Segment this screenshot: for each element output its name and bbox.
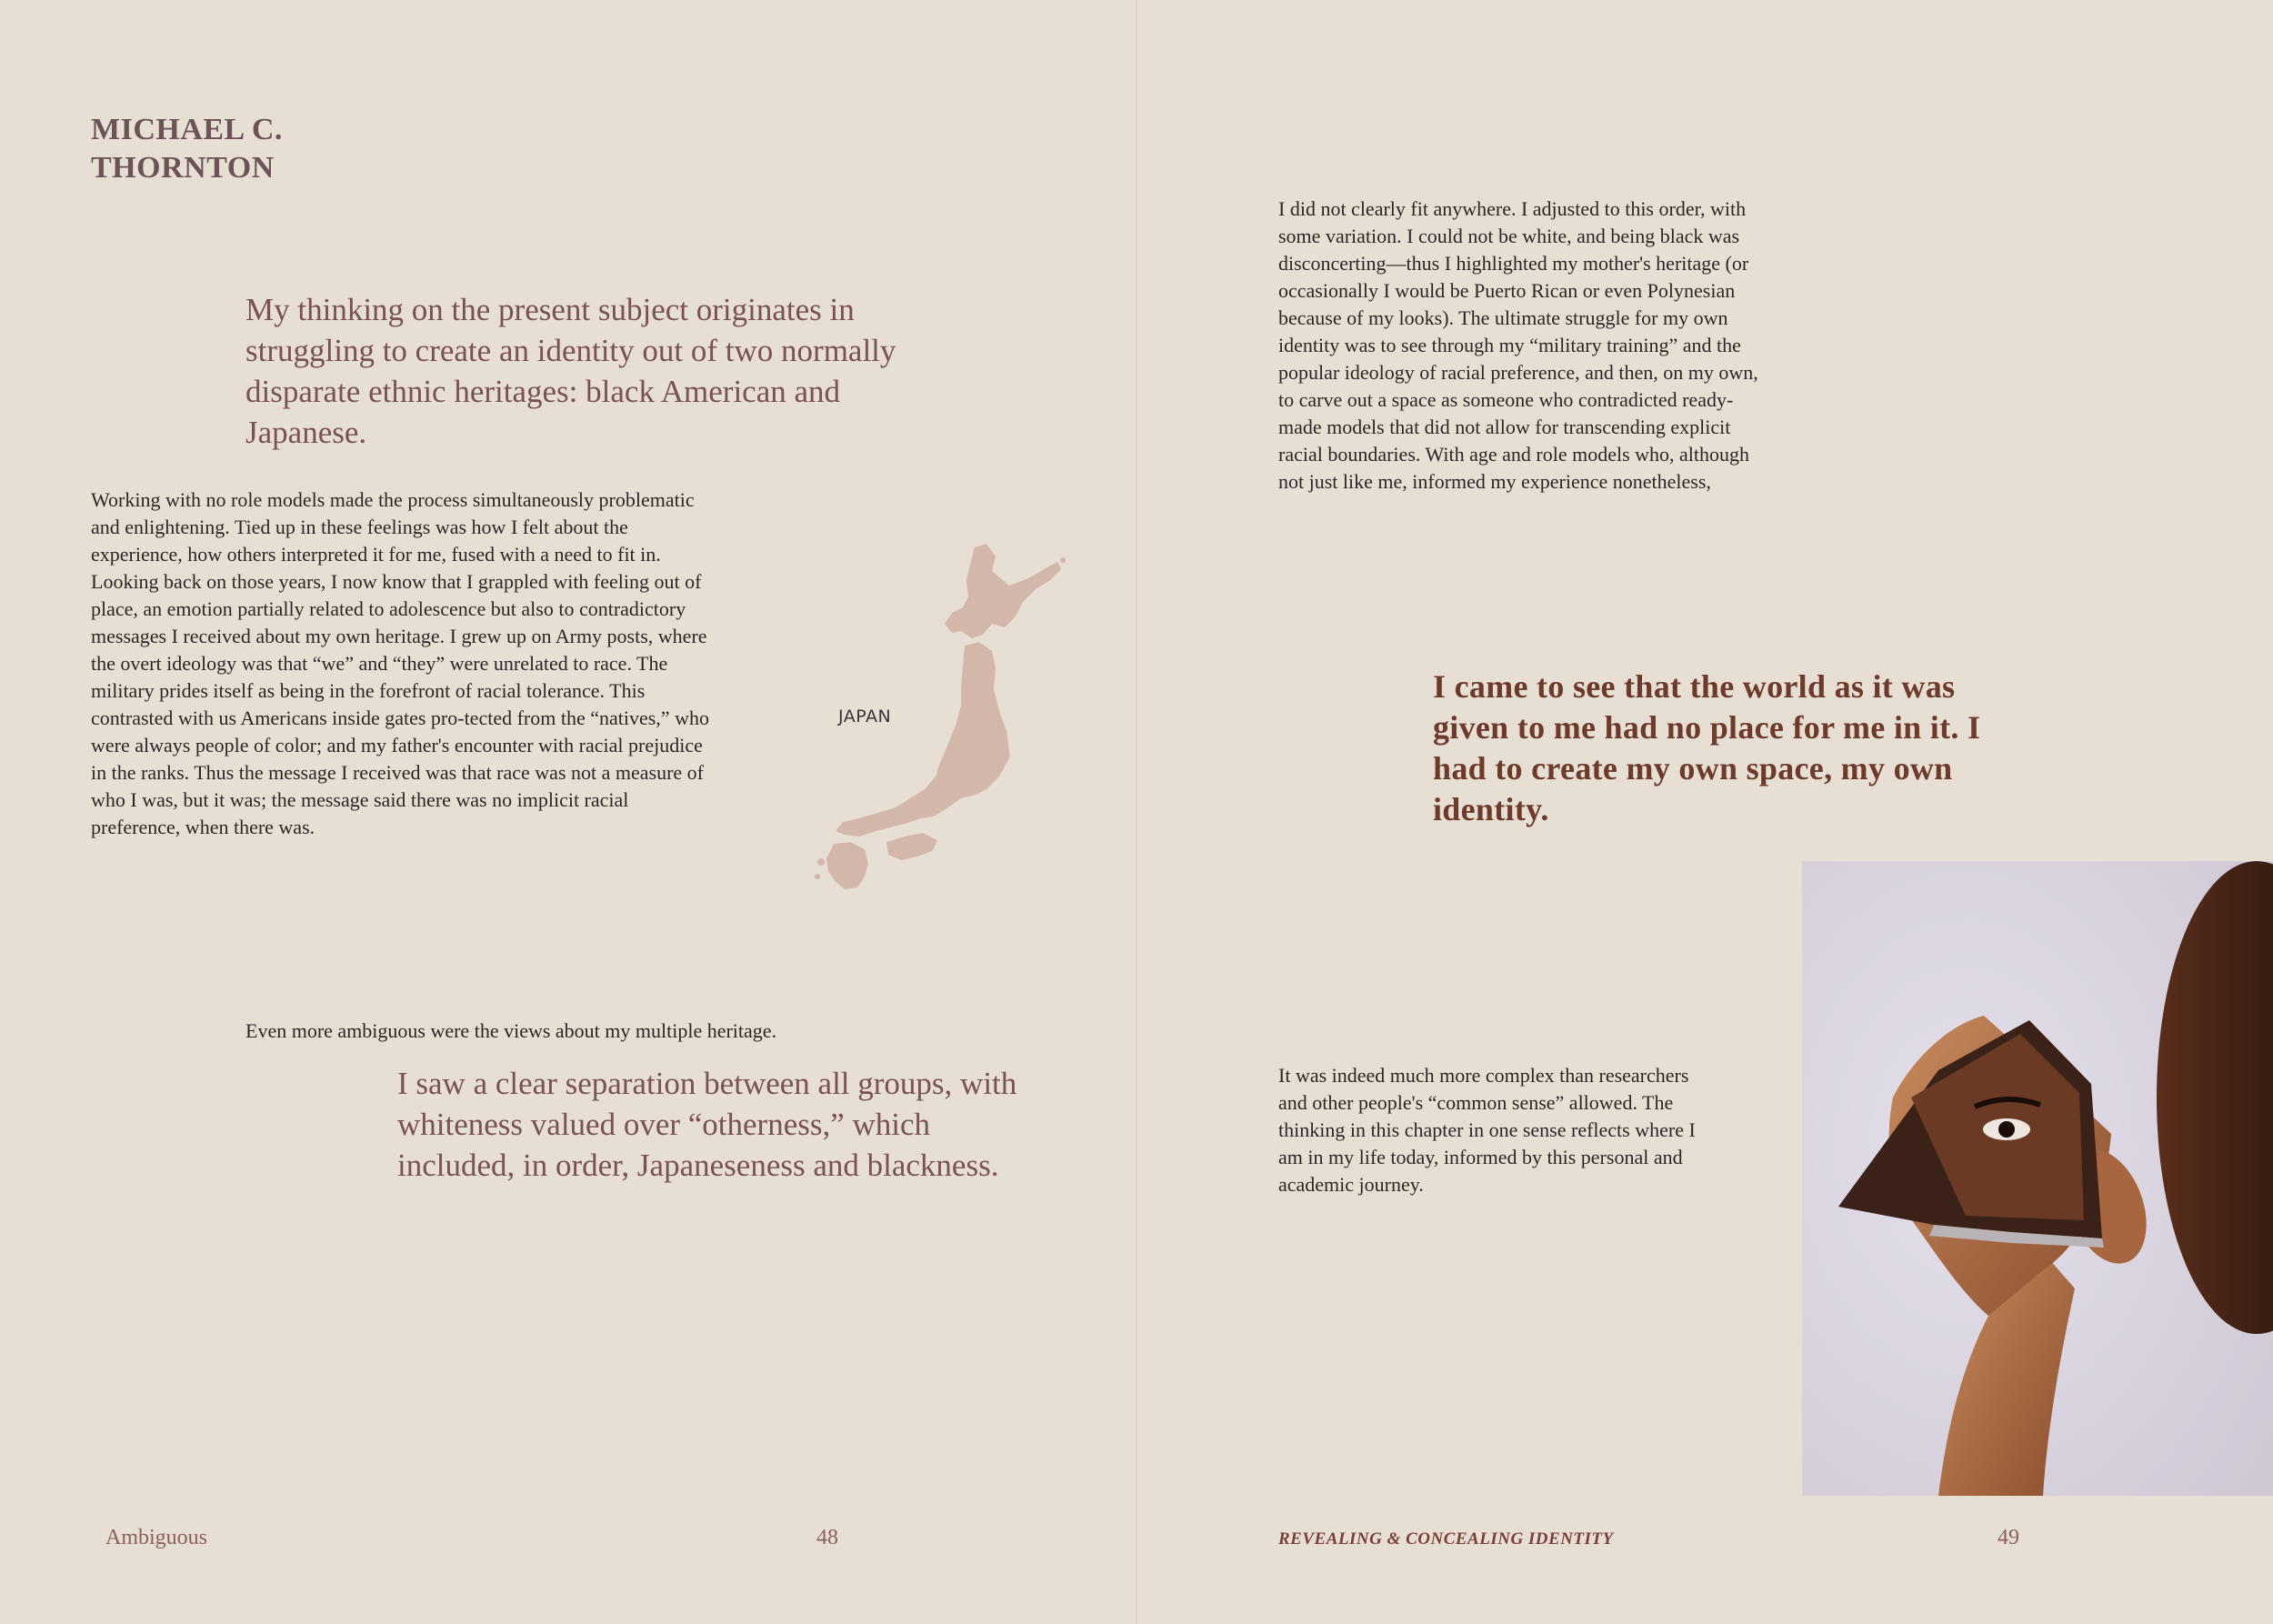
author-name <box>91 111 283 187</box>
left-page <box>0 0 1136 1624</box>
map-shikoku <box>886 833 937 860</box>
map-hokkaido <box>945 544 1061 638</box>
map-island <box>1052 569 1056 573</box>
pull-quote-heritage: My thinking on the present subject originates in struggling to create an identity out of two normally disparate ethnic heritages: black American and Japanese. <box>245 292 896 450</box>
right-page <box>1137 0 2273 1624</box>
body-paragraph-complex: It was indeed much more complex than researchers and other people's “common sense” allowed. The thinking in this chapter in one sense reflects where I am in my life today, informed by this personal and academic journey. <box>1278 1064 1696 1196</box>
photo-reflected-iris <box>1998 1121 2015 1138</box>
footer-book-title: Ambiguous <box>105 1526 208 1549</box>
mirror-reflection-photo <box>1802 861 2273 1496</box>
map-island <box>817 858 825 866</box>
author-name-line-2: THORNTON <box>91 151 275 185</box>
map-island <box>815 874 820 879</box>
map-label: JAPAN <box>838 707 892 727</box>
map-kyushu <box>826 842 868 889</box>
footer-chapter-title: REVEALING & CONCEALING IDENTITY <box>1278 1529 1614 1549</box>
map-honshu <box>836 642 1010 837</box>
author-name-line-1: MICHAEL C. <box>91 113 283 146</box>
pull-quote-own-identity: I came to see that the world as it was given to me had no place for me in it. I had to create my own space, my own identity. <box>1433 668 1981 827</box>
footer-page-number-left: 48 <box>816 1526 838 1549</box>
map-island <box>1060 557 1066 563</box>
body-paragraph-role-models: Working with no role models made the process simultaneously problematic and enlightening. Tied up in these feelings was how I felt about the experience, how others interpreted it for me, fused with a need to fit in. Looking back on those years, I now know that I grappled with feeling out of place, an emotion partially related to adolescence but also to contradictory messages I received about my own heritage. I grew up on Army posts, where the overt ideology was that “we” and “they” were unrelated to race. The military prides itself as being in the forefront of racial tolerance. This contrasted with us Americans inside gates pro-tected from the “natives,” who were always people of color; and my father's encounter with racial prejudice in the ranks. Thus the message I received was that race was not a measure of who I was, but it was; the message said there was no implicit racial preference, when there was. <box>91 488 709 838</box>
pull-quote-separation: I saw a clear separation between all groups, with whiteness valued over “otherness,” which included, in order, Japaneseness and blackness. <box>397 1066 1017 1183</box>
japan-map-icon <box>723 544 1068 891</box>
body-paragraph-ambiguous: Even more ambiguous were the views about my multiple heritage. <box>245 1019 777 1042</box>
body-paragraph-did-not-fit: I did not clearly fit anywhere. I adjusted to this order, with some variation. I could not be white, and being black was disconcerting—thus I highlighted my mother's heritage (or occasionally I would be Puerto Rican or even Polynesian because of my looks). The ultimate struggle for my own identity was to see through my “military training” and the popular ideology of racial preference, and then, on my own, to carve out a space as someone who contradicted ready-made models that did not allow for transcending explicit racial boundaries. With age and role models who, although not just like me, informed my experience nonetheless, <box>1278 197 1758 493</box>
footer-page-number-right: 49 <box>1998 1526 2019 1549</box>
